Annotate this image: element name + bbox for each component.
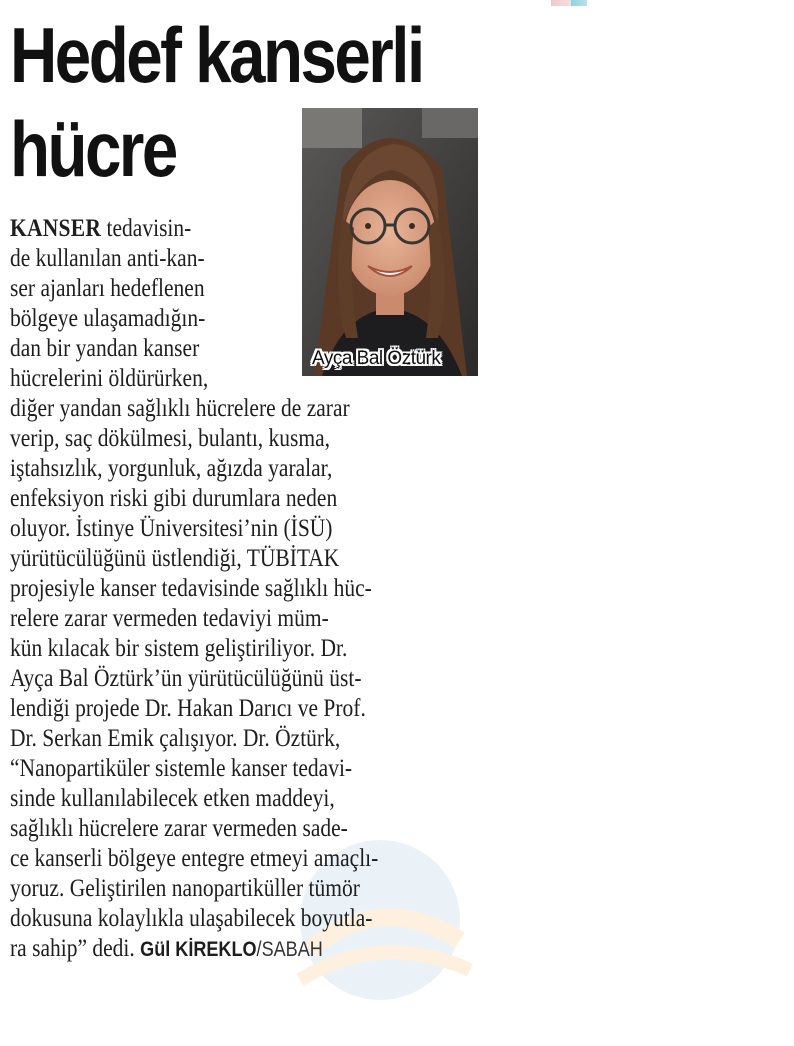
byline-author: Gül KİREKLO	[140, 938, 257, 961]
portrait-image	[302, 108, 478, 376]
body-line-25	[10, 934, 323, 965]
body-line-8: verip, saç dökülmesi, bulantı, kusma,	[10, 425, 331, 452]
body-line-18: Dr. Serkan Emik çalışıyor. Dr. Öztürk,	[10, 725, 341, 752]
body-line-1	[10, 214, 191, 244]
body-line-24: dokusuna kolaylıkla ulaşabilecek boyutla-	[10, 905, 373, 932]
lead-word: KANSER	[10, 215, 102, 242]
body-line-2: de kullanılan anti-kan-	[10, 245, 205, 272]
body-line-13: projesiyle kanser tedavisinde sağlıklı hüc-	[10, 575, 372, 602]
body-line-16: Ayça Bal Öztürk’ün yürütücülüğünü üst-	[10, 665, 362, 692]
body-line-22: ce kanserli bölgeye entegre etmeyi amaçlı-	[10, 845, 379, 872]
headline-line-1: Hedef kanserli	[10, 11, 423, 99]
body-line-6: hücrelerini öldürürken,	[10, 365, 209, 392]
body-line-21: sağlıklı hücrelere zarar vermeden sade-	[10, 815, 348, 842]
body-line-3: ser ajanları hedeflenen	[10, 275, 205, 302]
scan-artifact	[551, 0, 587, 6]
body-line-23: yoruz. Geliştirilen nanopartiküller tümör	[10, 875, 360, 902]
body-line-12: yürütücülüğünü üstlendiği, TÜBİTAK	[10, 545, 340, 572]
body-line-7: diğer yandan sağlıklı hücrelere de zarar	[10, 395, 350, 422]
body-line-19: “Nanopartiküler sistemle kanser tedavi-	[10, 755, 353, 782]
body-line-14: relere zarar vermeden tedaviyi müm-	[10, 605, 329, 632]
body-line-5: dan bir yandan kanser	[10, 335, 200, 362]
body-line-9: iştahsızlık, yorgunluk, ağızda yaralar,	[10, 455, 333, 482]
byline-outlet: /SABAH	[256, 938, 323, 961]
portrait-photo	[302, 108, 478, 376]
body-line-1-text: tedavisin-	[106, 215, 192, 242]
body-line-20: sinde kullanılabilecek etken maddeyi,	[10, 785, 335, 812]
body-line-11: oluyor. İstinye Üniversitesi’nin (İSÜ)	[10, 515, 333, 542]
headline-line-2: hücre	[10, 105, 176, 193]
body-line-4: bölgeye ulaşamadığın-	[10, 305, 206, 332]
photo-caption: Ayça Bal Öztürk	[312, 348, 441, 369]
body-line-17: lendiği projede Dr. Hakan Darıcı ve Prof.	[10, 695, 366, 722]
body-line-25-text: ra sahip” dedi.	[10, 935, 135, 962]
body-line-15: kün kılacak bir sistem geliştiriliyor. Dr.	[10, 635, 348, 662]
body-line-10: enfeksiyon riski gibi durumlara neden	[10, 485, 338, 512]
